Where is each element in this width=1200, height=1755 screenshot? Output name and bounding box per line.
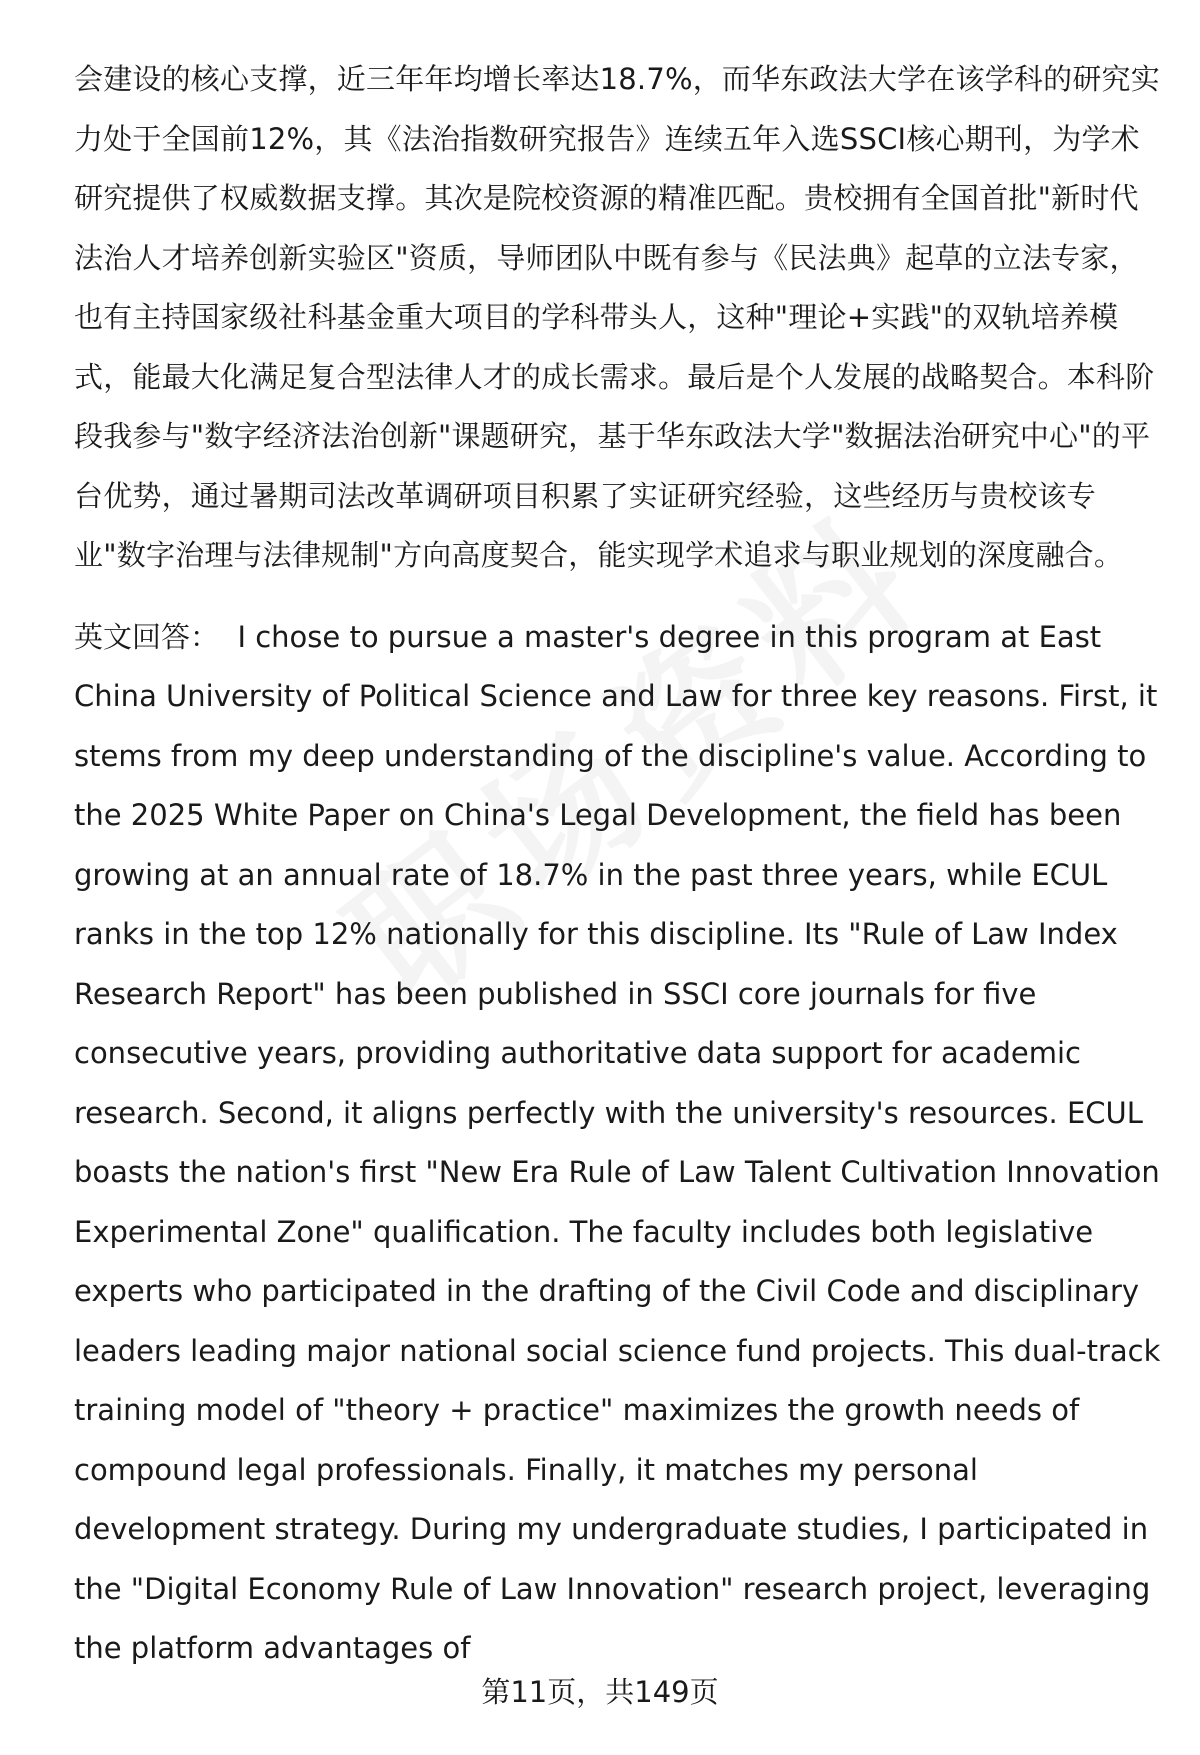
english-answer-label: 英文回答： xyxy=(74,619,220,654)
english-answer-paragraph xyxy=(74,608,1166,1679)
page-indicator: 第11页，共149页 xyxy=(0,1672,1200,1712)
chinese-answer-paragraph: 会建设的核心支撑，近三年年均增长率达18.7%，而华东政法大学在该学科的研究实力处于全国前12%，其《法治指数研究报告》连续五年入选SSCI核心期刊，为学术研究提供了权威数据支撑。其次是院校资源的精准匹配。贵校拥有全国首批"新时代法治人才培养创新实验区"资质，导师团队中既有参与《民法典》起草的立法专家，也有主持国家级社科基金重大项目的学科带头人，这种"理论+实践"的双轨培养模式，能最大化满足复合型法律人才的成长需求。最后是个人发展的战略契合。本科阶段我参与"数字经济法治创新"课题研究，基于华东政法大学"数据法治研究中心"的平台优势，通过暑期司法改革调研项目积累了实证研究经验，这些经历与贵校该专业"数字治理与法律规制"方向高度契合，能实现学术追求与职业规划的深度融合。 xyxy=(74,62,1160,572)
english-answer-text: I chose to pursue a master's degree in this program at East China University of Political Science and Law for three key reasons. First, it stems from my deep understanding of the discipline's value. According to the 2025 White Paper on China's Legal Development, the field has been growing at an annual rate of 18.7% in the past three years, while ECUL ranks in the top 12% nationally for this discipline. Its "Rule of Law Index Research Report" has been published in SSCI core journals for five consecutive years, providing authoritative data support for academic research. Second, it aligns perfectly with the university's resources. ECUL boasts the nation's first "New Era Rule of Law Talent Cultivation Innovation Experimental Zone" qualification. The faculty includes both legislative experts who participated in the drafting of the Civil Code and disciplinary leaders leading major national social science fund projects. This dual-track training model of "theory + practice" maximizes the growth needs of compound legal professionals. Finally, it matches my personal development strategy. During my undergraduate studies, I participated in the "Digital Economy Rule of Law Innovation" research project, leveraging the platform advantages of xyxy=(74,619,1161,1665)
document-body xyxy=(74,50,1166,1679)
